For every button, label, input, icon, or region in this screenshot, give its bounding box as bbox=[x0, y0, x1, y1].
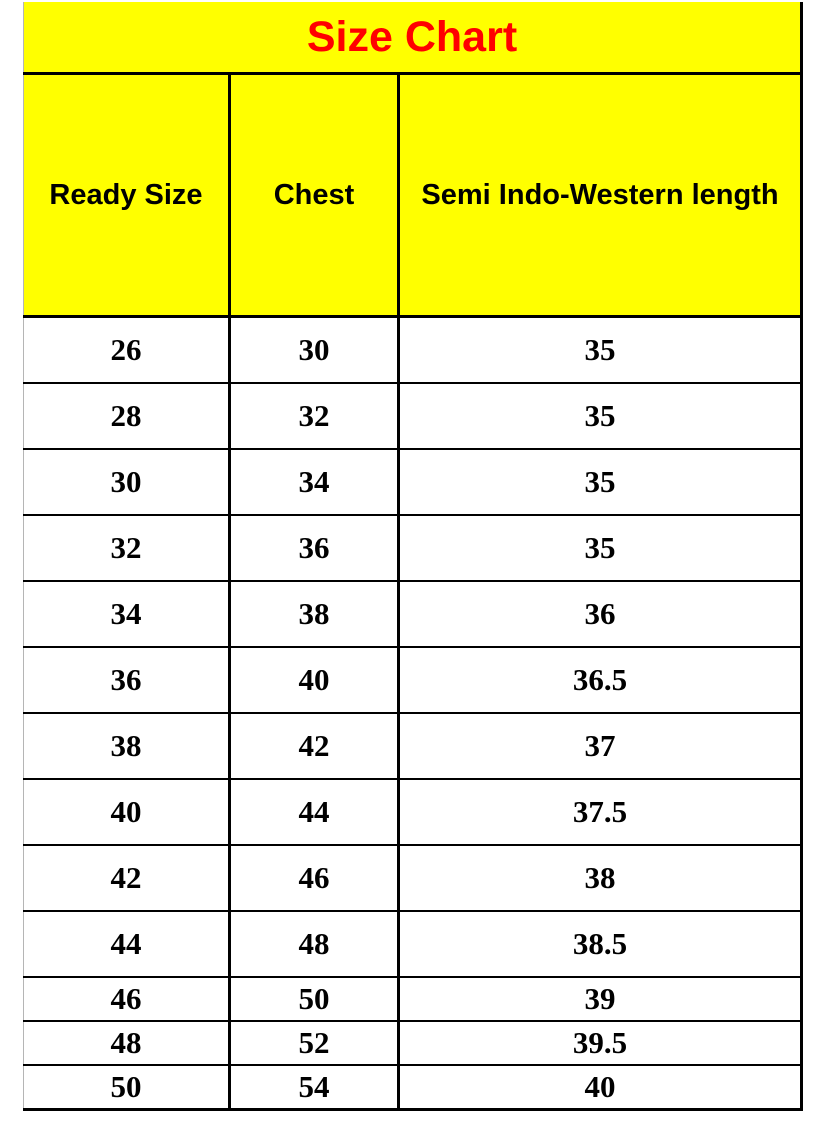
size-cell: 37 bbox=[399, 713, 802, 779]
size-cell: 46 bbox=[24, 977, 230, 1021]
table-row bbox=[24, 647, 802, 713]
size-cell: 36 bbox=[24, 647, 230, 713]
size-cell: 37.5 bbox=[399, 779, 802, 845]
size-cell: 34 bbox=[24, 581, 230, 647]
table-row bbox=[24, 317, 802, 384]
size-cell: 28 bbox=[24, 383, 230, 449]
size-cell: 40 bbox=[230, 647, 399, 713]
table-row bbox=[24, 779, 802, 845]
size-cell: 48 bbox=[24, 1021, 230, 1065]
col-header-length: Semi Indo-Western length bbox=[399, 74, 802, 317]
table-row bbox=[24, 1065, 802, 1110]
table-row bbox=[24, 713, 802, 779]
table-row bbox=[24, 449, 802, 515]
size-cell: 39.5 bbox=[399, 1021, 802, 1065]
size-cell: 35 bbox=[399, 317, 802, 384]
size-cell: 48 bbox=[230, 911, 399, 977]
size-cell: 42 bbox=[230, 713, 399, 779]
table-row bbox=[24, 845, 802, 911]
col-header-chest: Chest bbox=[230, 74, 399, 317]
size-cell: 38 bbox=[230, 581, 399, 647]
size-cell: 35 bbox=[399, 383, 802, 449]
table-row bbox=[24, 383, 802, 449]
size-cell: 39 bbox=[399, 977, 802, 1021]
size-cell: 38.5 bbox=[399, 911, 802, 977]
col-header-ready-size: Ready Size bbox=[24, 74, 230, 317]
size-cell: 36.5 bbox=[399, 647, 802, 713]
size-cell: 34 bbox=[230, 449, 399, 515]
size-cell: 32 bbox=[24, 515, 230, 581]
size-cell: 35 bbox=[399, 449, 802, 515]
size-cell: 36 bbox=[399, 581, 802, 647]
size-cell: 44 bbox=[230, 779, 399, 845]
table-row bbox=[24, 515, 802, 581]
table-row bbox=[24, 581, 802, 647]
size-cell: 35 bbox=[399, 515, 802, 581]
header-row bbox=[24, 74, 802, 317]
size-cell: 42 bbox=[24, 845, 230, 911]
size-table-body bbox=[24, 317, 802, 1110]
size-cell: 38 bbox=[24, 713, 230, 779]
size-chart-table bbox=[23, 2, 803, 1111]
title-row bbox=[24, 2, 802, 74]
size-cell: 40 bbox=[24, 779, 230, 845]
size-cell: 30 bbox=[230, 317, 399, 384]
size-cell: 50 bbox=[230, 977, 399, 1021]
size-cell: 54 bbox=[230, 1065, 399, 1110]
size-cell: 36 bbox=[230, 515, 399, 581]
table-row bbox=[24, 911, 802, 977]
size-cell: 32 bbox=[230, 383, 399, 449]
size-cell: 44 bbox=[24, 911, 230, 977]
size-cell: 46 bbox=[230, 845, 399, 911]
size-cell: 52 bbox=[230, 1021, 399, 1065]
table-row bbox=[24, 977, 802, 1021]
page-title: Size Chart bbox=[24, 2, 802, 74]
size-cell: 38 bbox=[399, 845, 802, 911]
size-cell: 40 bbox=[399, 1065, 802, 1110]
size-cell: 50 bbox=[24, 1065, 230, 1110]
table-row bbox=[24, 1021, 802, 1065]
size-cell: 30 bbox=[24, 449, 230, 515]
size-cell: 26 bbox=[24, 317, 230, 384]
